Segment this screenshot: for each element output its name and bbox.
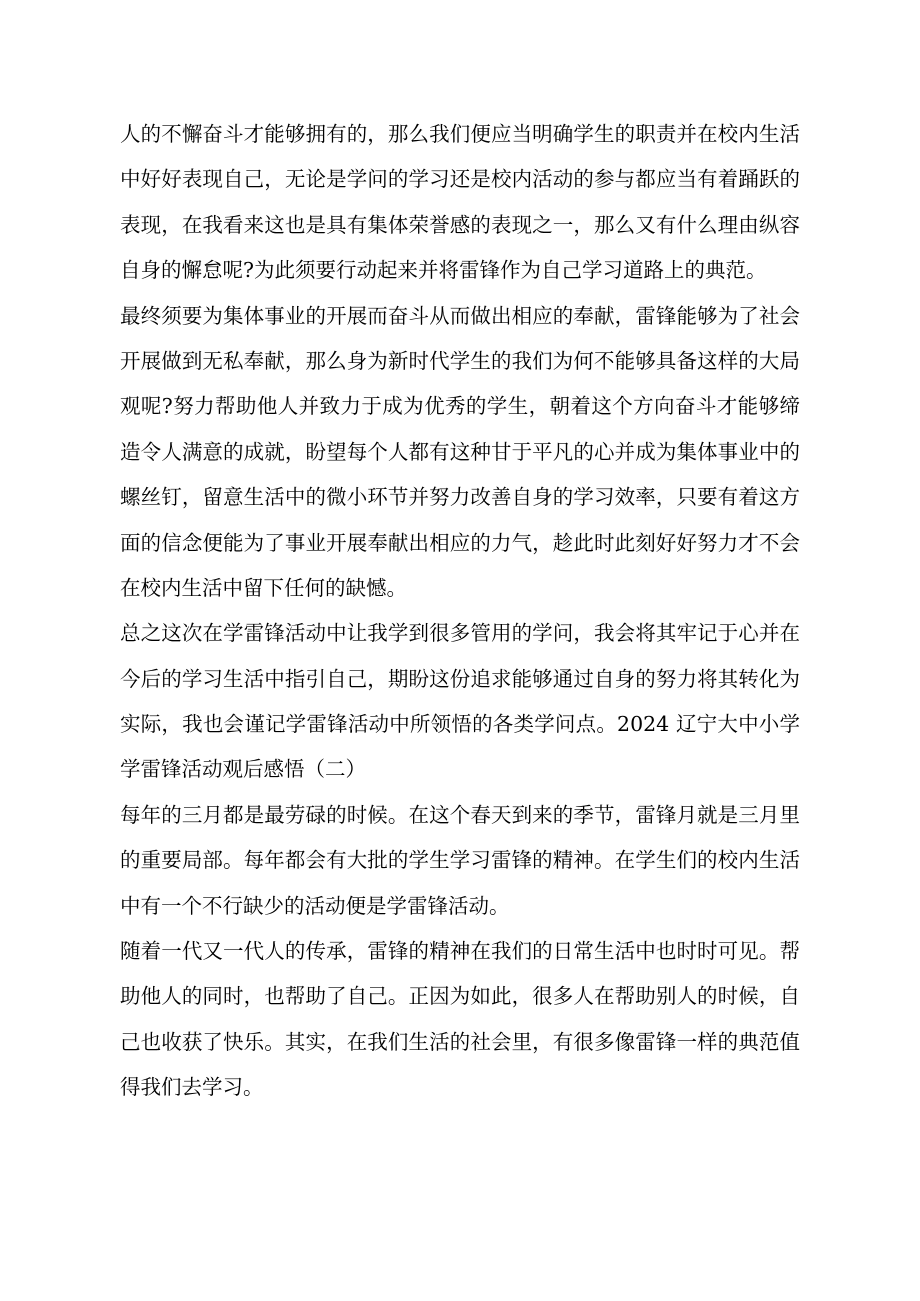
text-line: 最终须要为集体事业的开展而奋斗从而做出相应的奉献，雷锋能够为了社会	[120, 303, 800, 328]
text-line: 开展做到无私奉献，那么身为新时代学生的我们为何不能够具备这样的大局	[120, 348, 800, 373]
paragraph	[120, 611, 800, 793]
text-line: 面的信念便能为了事业开展奉献出相应的力气，趁此时此刻好好努力才不会	[120, 530, 800, 555]
text-line: 的重要局部。每年都会有大批的学生学习雷锋的精神。在学生们的校内生活	[120, 848, 800, 873]
paragraph	[120, 793, 800, 929]
text-line: 螺丝钉，留意生活中的微小环节并努力改善自身的学习效率，只要有着这方	[120, 485, 800, 510]
text-line: 每年的三月都是最劳碌的时候。在这个春天到来的季节，雷锋月就是三月里	[120, 802, 800, 827]
text-line: 得我们去学习。	[120, 1075, 264, 1100]
text-line: 自身的懈怠呢?为此须要行动起来并将雷锋作为自己学习道路上的典范。	[120, 258, 767, 283]
text-line: 造令人满意的成就，盼望每个人都有这种甘于平凡的心并成为集体事业中的	[120, 439, 800, 464]
text-line: 表现，在我看来这也是具有集体荣誉感的表现之一，那么又有什么理由纵容	[120, 212, 800, 237]
text-line: 己也收获了快乐。其实，在我们生活的社会里，有很多像雷锋一样的典范值	[120, 1029, 800, 1054]
text-line: 总之这次在学雷锋活动中让我学到很多管用的学问，我会将其牢记于心并在	[120, 621, 800, 646]
text-line: 实际，我也会谨记学雷锋活动中所领悟的各类学问点。2024 辽宁大中小学	[120, 712, 800, 737]
text-line: 在校内生活中留下任何的缺憾。	[120, 575, 407, 600]
text-line: 学雷锋活动观后感悟（二）	[120, 757, 366, 782]
paragraph	[120, 112, 800, 294]
document-body	[120, 112, 800, 1111]
text-line: 随着一代又一代人的传承，雷锋的精神在我们的日常生活中也时时可见。帮	[120, 939, 800, 964]
text-line: 今后的学习生活中指引自己，期盼这份追求能够通过自身的努力将其转化为	[120, 666, 800, 691]
text-line: 助他人的同时，也帮助了自己。正因为如此，很多人在帮助别人的时候，自	[120, 984, 800, 1009]
paragraph	[120, 929, 800, 1111]
text-line: 观呢?努力帮助他人并致力于成为优秀的学生，朝着这个方向奋斗才能够缔	[120, 394, 800, 419]
text-line: 中好好表现自己，无论是学问的学习还是校内活动的参与都应当有着踊跃的	[120, 167, 800, 192]
text-line: 人的不懈奋斗才能够拥有的，那么我们便应当明确学生的职责并在校内生活	[120, 122, 800, 146]
paragraph	[120, 294, 800, 612]
text-line: 中有一个不行缺少的活动便是学雷锋活动。	[120, 893, 510, 918]
